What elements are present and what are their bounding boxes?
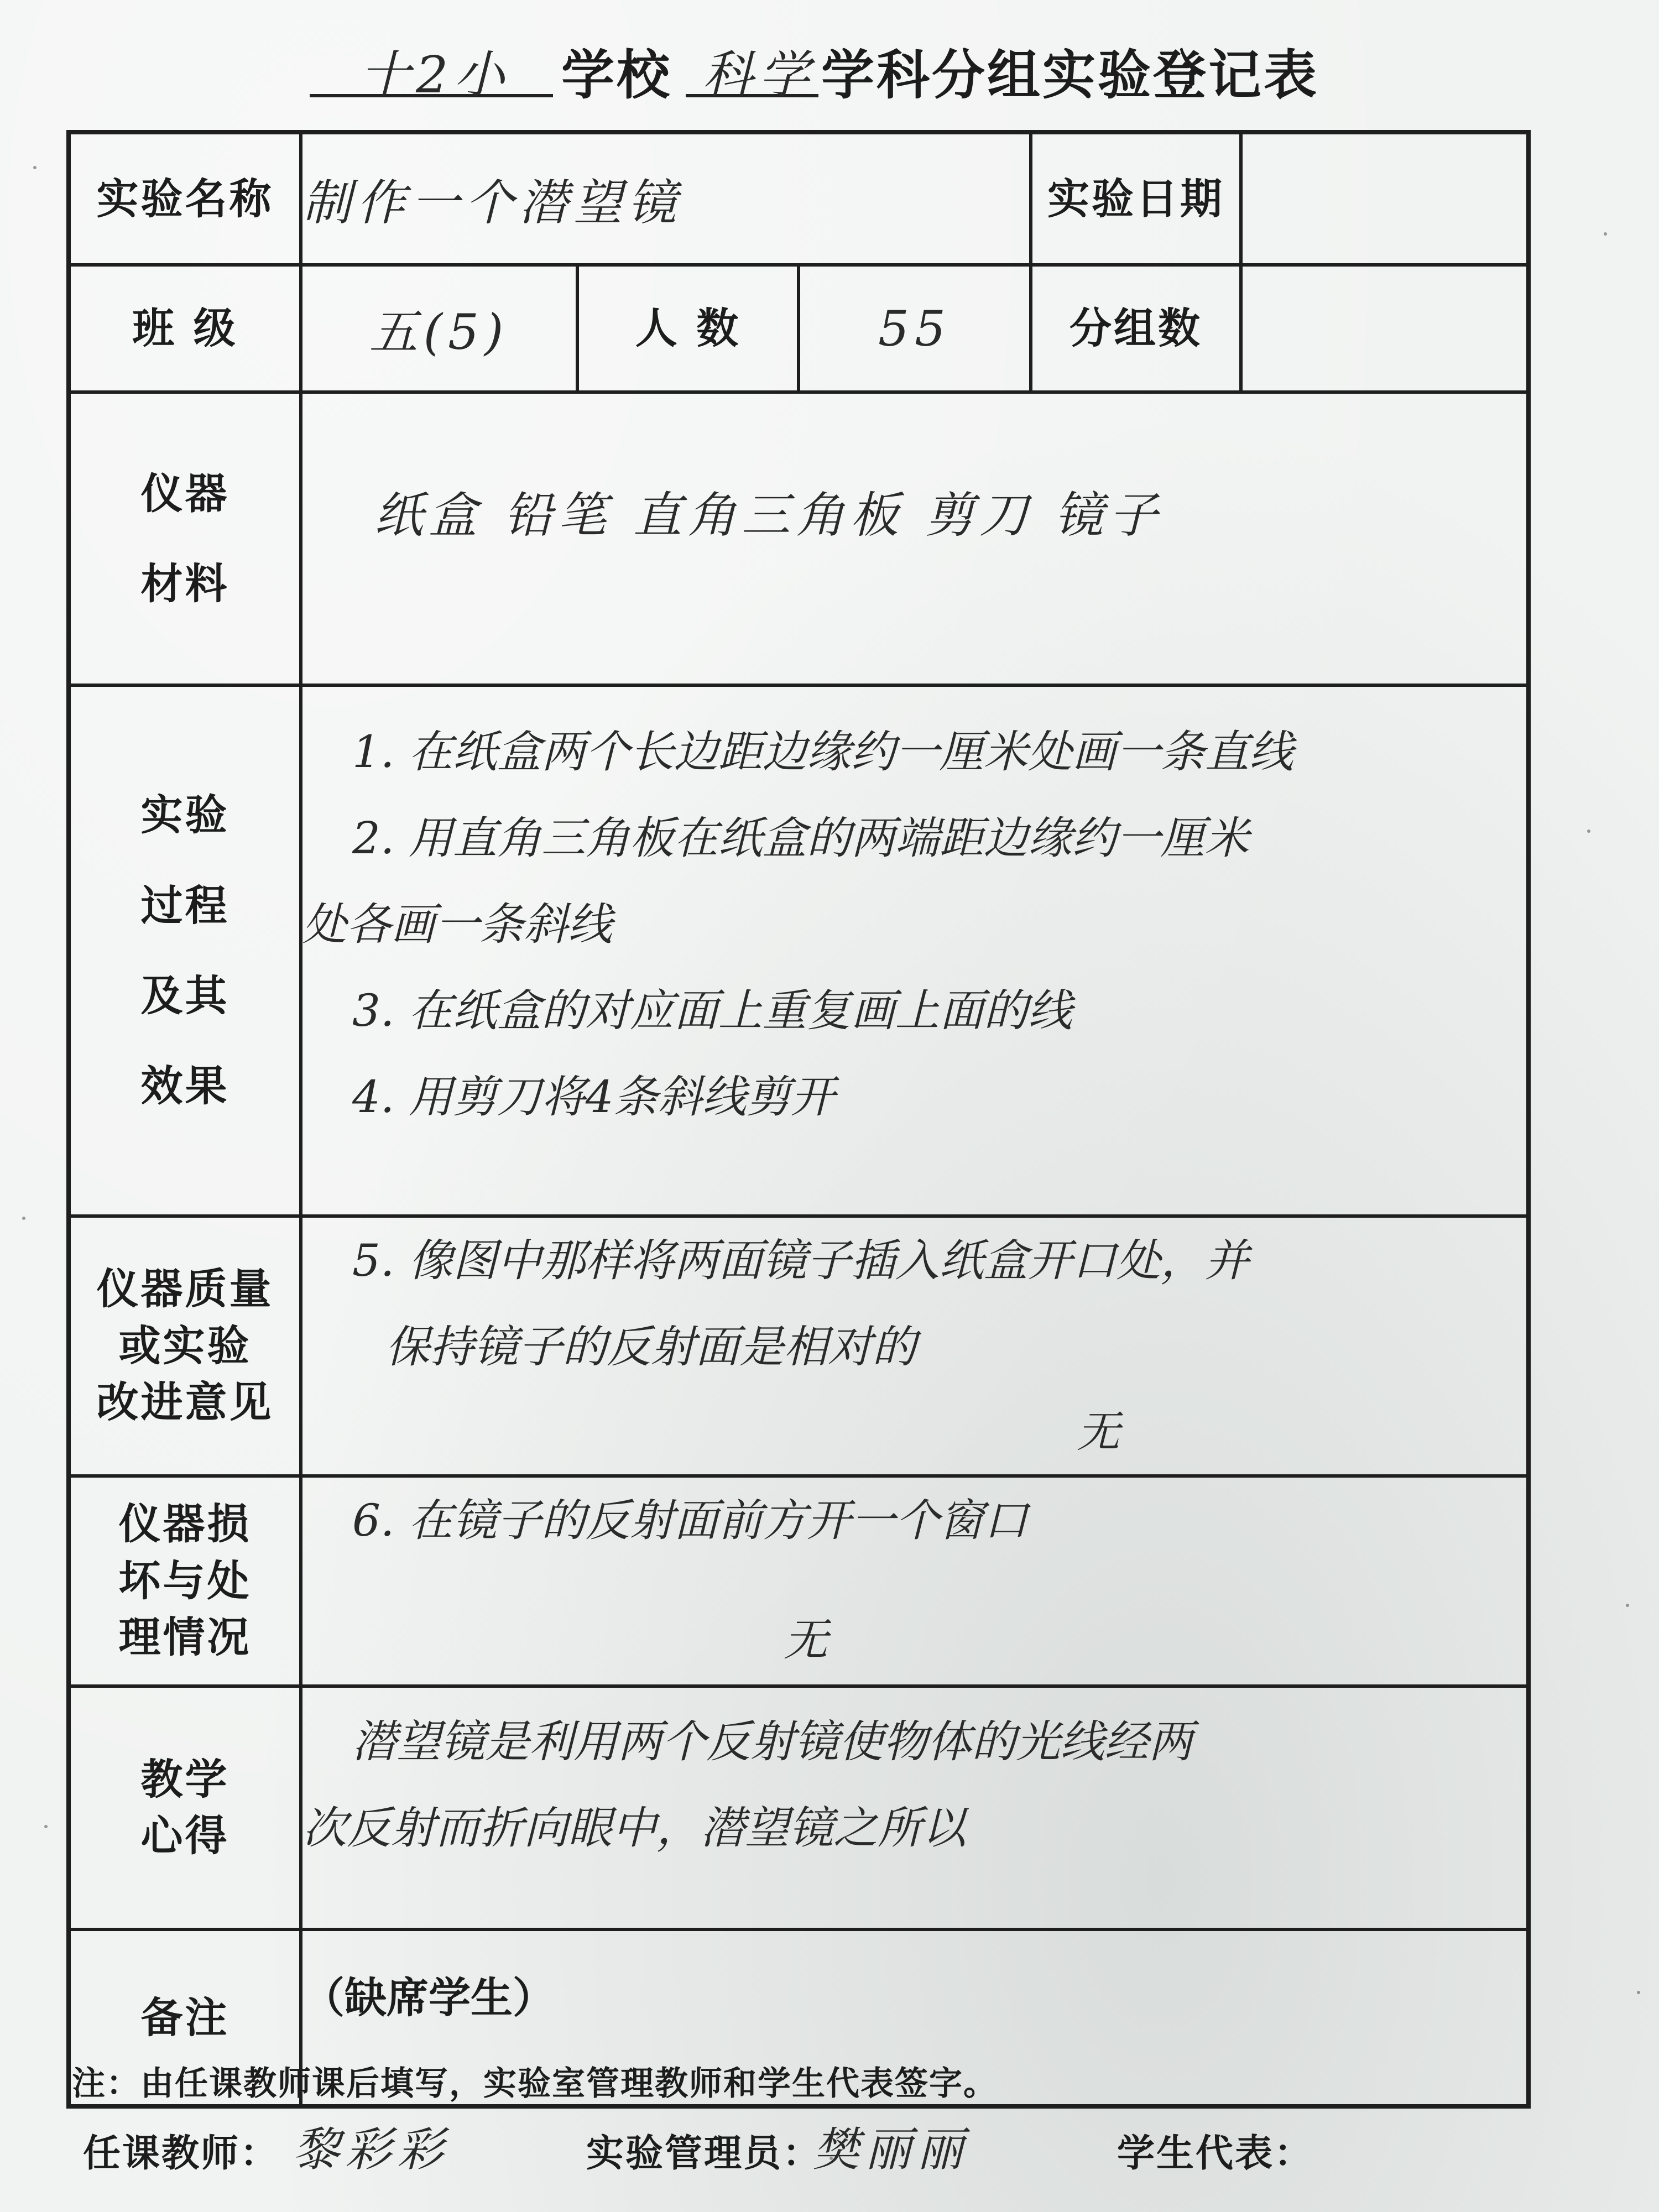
speck	[22, 1217, 25, 1220]
experiment-date-value	[1241, 132, 1528, 265]
student-label: 学生代表：	[1117, 2132, 1314, 2176]
damage-label: 仪器损 坏与处 理情况	[69, 1476, 301, 1686]
school-suffix: 学校	[561, 44, 672, 106]
count-value: 55	[799, 265, 1031, 392]
speck	[1604, 232, 1607, 236]
materials-value: 纸盒 铅笔 直角三角板 剪刀 镜子	[301, 392, 1528, 685]
title-suffix: 学科分组实验登记表	[821, 44, 1319, 106]
step-1: 1. 在纸盒两个长边距边缘约一厘米处画一条直线	[352, 726, 1293, 778]
teacher-label: 任课教师：	[83, 2132, 280, 2176]
reflection-line-1: 潜望镜是利用两个反射镜使物体的光线经两	[352, 1716, 1193, 1768]
school-name: 十2小	[359, 45, 510, 105]
step-5-continued: 保持镜子的反射面是相对的	[385, 1321, 916, 1373]
speck	[33, 166, 36, 169]
class-label: 班 级	[69, 265, 301, 392]
groups-value	[1241, 265, 1528, 392]
admin-label: 实验管理员：	[586, 2132, 822, 2176]
row-reflection	[69, 1686, 1528, 1929]
footer-note: 注：由任课教师课后填写，实验室管理教师和学生代表签字。	[72, 2064, 998, 2103]
row-class	[69, 265, 1528, 392]
count-label: 人 数	[577, 265, 799, 392]
reflection-label: 教学 心得	[69, 1686, 301, 1929]
speck	[1626, 1604, 1629, 1607]
step-6: 6. 在镜子的反射面前方开一个窗口	[352, 1495, 1028, 1547]
row-damage	[69, 1476, 1528, 1686]
signature-row	[77, 2112, 1571, 2179]
subject-name: 科学	[702, 45, 816, 105]
row-process	[69, 685, 1528, 1216]
step-3: 3. 在纸盒的对应面上重复画上面的线	[352, 985, 1072, 1036]
experiment-date-label: 实验日期	[1031, 132, 1241, 265]
speck	[1587, 830, 1590, 833]
process-steps	[301, 685, 1528, 1216]
damage-note: 无	[784, 1614, 828, 1666]
experiment-name-label: 实验名称	[69, 132, 301, 265]
reflection-line-2: 次反射而折向眼中，潜望镜之所以	[302, 1802, 966, 1854]
step-2: 2. 用直角三角板在纸盒的两端距边缘约一厘米	[352, 812, 1249, 864]
reflection-value	[301, 1686, 1528, 1929]
registration-form	[66, 130, 1526, 2049]
form-title	[299, 11, 1349, 105]
row-experiment-name	[69, 132, 1528, 265]
materials-label: 仪器 材料	[69, 392, 301, 685]
class-value: 五(5)	[301, 265, 577, 392]
damage-value	[301, 1476, 1528, 1686]
school-name-blank	[310, 22, 553, 105]
row-materials	[69, 392, 1528, 685]
subject-blank	[686, 22, 818, 105]
remarks-value: （缺席学生）	[301, 1929, 1528, 2106]
admin-signature: 樊丽丽	[813, 2122, 969, 2177]
experiment-name-value: 制作一个潜望镜	[301, 132, 1031, 265]
quality-value	[301, 1216, 1528, 1476]
quality-note: 无	[1077, 1407, 1120, 1457]
step-5: 5. 像图中那样将两面镜子插入纸盒开口处，并	[352, 1235, 1249, 1286]
step-2-continued: 处各画一条斜线	[302, 899, 612, 950]
quality-label: 仪器质量 或实验 改进意见	[69, 1216, 301, 1476]
row-quality	[69, 1216, 1528, 1476]
form-table	[66, 130, 1531, 2109]
remarks-label: 备注	[69, 1929, 301, 2106]
teacher-signature: 黎彩彩	[293, 2122, 450, 2177]
speck	[44, 1825, 48, 1828]
process-label: 实验 过程 及其 效果	[69, 685, 301, 1216]
speck	[1637, 1991, 1640, 1994]
groups-label: 分组数	[1031, 265, 1241, 392]
step-4: 4. 用剪刀将4条斜线剪开	[352, 1071, 835, 1123]
